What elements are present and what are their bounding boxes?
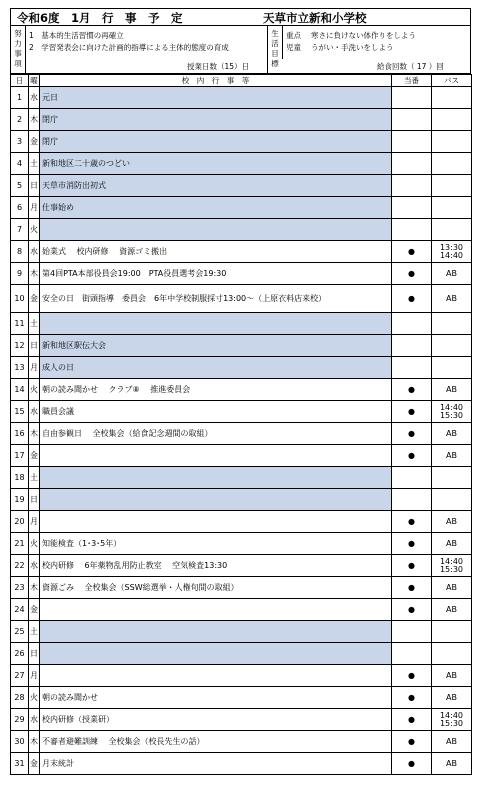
table-row [11, 423, 472, 445]
day-cell: 17 [11, 445, 29, 467]
table-row [11, 511, 472, 533]
bus-cell: AB [432, 263, 472, 285]
children-label: 児童 [286, 43, 301, 52]
bus-cell [432, 643, 472, 665]
goals-label-char: 努 [14, 29, 22, 38]
table-row [11, 401, 472, 423]
bus-cell [432, 313, 472, 335]
life-label-char: 活 [271, 39, 279, 48]
bus-cell: AB [432, 511, 472, 533]
event-cell [40, 313, 392, 335]
event-cell: 新和地区駅伝大会 [40, 335, 392, 357]
day-cell: 13 [11, 357, 29, 379]
children-text: うがい・手洗いをしよう [311, 43, 394, 52]
life-label-char: 標 [271, 59, 279, 68]
table-row [11, 445, 472, 467]
duty-cell [392, 175, 432, 197]
weekday-cell: 日 [29, 643, 40, 665]
duty-cell [392, 313, 432, 335]
day-cell: 3 [11, 131, 29, 153]
duty-cell: ● [392, 379, 432, 401]
weekday-cell: 土 [29, 467, 40, 489]
duty-cell [392, 197, 432, 219]
table-row [11, 285, 472, 313]
goal-item-1: 1 基本的生活習慣の再確立 [29, 31, 124, 40]
weekday-cell: 木 [29, 423, 40, 445]
day-cell: 24 [11, 599, 29, 621]
bus-cell [432, 175, 472, 197]
weekday-cell: 月 [29, 511, 40, 533]
event-cell: 月末統計 [40, 753, 392, 775]
weekday-cell: 日 [29, 175, 40, 197]
bus-cell [432, 621, 472, 643]
bus-cell [432, 131, 472, 153]
table-row [11, 533, 472, 555]
col-bus: バス [432, 75, 472, 87]
bus-cell: AB [432, 687, 472, 709]
day-cell: 26 [11, 643, 29, 665]
goals-section [10, 25, 471, 74]
event-cell: 職員会議 [40, 401, 392, 423]
event-cell [40, 467, 392, 489]
bus-cell: AB [432, 423, 472, 445]
duty-cell: ● [392, 445, 432, 467]
event-cell: 安全の日 街頭指導 委員会 6年中学校制服採寸13:00～（上原衣料店来校） [40, 285, 392, 313]
weekday-cell: 水 [29, 555, 40, 577]
duty-cell [392, 643, 432, 665]
event-cell: 第4回PTA本部役員会19:00 PTA役員選考会19:30 [40, 263, 392, 285]
table-row [11, 577, 472, 599]
duty-cell: ● [392, 401, 432, 423]
event-cell: 元日 [40, 87, 392, 109]
event-cell: 新和地区二十歳のつどい [40, 153, 392, 175]
bus-cell: 14:40 15:30 [432, 401, 472, 423]
duty-cell [392, 489, 432, 511]
title-bar [10, 8, 471, 25]
col-weekday: 曜 [30, 76, 38, 85]
event-cell: 不審者避難訓練 全校集会（校長先生の話） [40, 731, 392, 753]
goals-label-char: 力 [14, 39, 22, 48]
day-cell: 21 [11, 533, 29, 555]
day-cell: 10 [11, 285, 29, 313]
event-cell: 閉庁 [40, 109, 392, 131]
day-cell: 18 [11, 467, 29, 489]
goal-item-2: 2 学習発表会に向けた計画的指導による主体的態度の育成 [29, 43, 229, 52]
day-cell: 5 [11, 175, 29, 197]
event-cell [40, 599, 392, 621]
weekday-cell: 土 [29, 621, 40, 643]
duty-cell [392, 335, 432, 357]
table-row [11, 263, 472, 285]
bus-cell [432, 197, 472, 219]
class-days: 授業日数（15）日 [187, 62, 250, 71]
duty-cell: ● [392, 577, 432, 599]
bus-cell: AB [432, 285, 472, 313]
duty-cell: ● [392, 665, 432, 687]
event-cell: 閉庁 [40, 131, 392, 153]
day-cell: 15 [11, 401, 29, 423]
duty-cell [392, 109, 432, 131]
event-cell: 校内研修（授業研） [40, 709, 392, 731]
weekday-cell: 水 [29, 709, 40, 731]
day-cell: 16 [11, 423, 29, 445]
weekday-cell: 木 [29, 109, 40, 131]
weekday-cell: 土 [29, 153, 40, 175]
bus-cell: AB [432, 533, 472, 555]
day-cell: 9 [11, 263, 29, 285]
table-row [11, 665, 472, 687]
weekday-cell: 金 [29, 131, 40, 153]
weekday-cell: 金 [29, 753, 40, 775]
table-row [11, 241, 472, 263]
weekday-cell: 日 [29, 489, 40, 511]
life-goals-label [269, 29, 281, 69]
day-cell: 23 [11, 577, 29, 599]
weekday-cell: 木 [29, 263, 40, 285]
day-cell: 29 [11, 709, 29, 731]
duty-cell: ● [392, 241, 432, 263]
event-cell [40, 489, 392, 511]
day-cell: 7 [11, 219, 29, 241]
day-cell: 20 [11, 511, 29, 533]
duty-cell: ● [392, 709, 432, 731]
bus-cell: AB [432, 379, 472, 401]
bus-cell: AB [432, 577, 472, 599]
bus-cell: AB [432, 753, 472, 775]
table-row [11, 313, 472, 335]
bus-cell [432, 219, 472, 241]
day-cell: 11 [11, 313, 29, 335]
day-cell: 2 [11, 109, 29, 131]
duty-cell [392, 621, 432, 643]
duty-cell: ● [392, 753, 432, 775]
bus-cell: AB [432, 731, 472, 753]
event-cell: 校内研修 6年薬物乱用防止教室 空気検査13:30 [40, 555, 392, 577]
life-label-char: 生 [271, 29, 279, 38]
page-title: 令和6度 1月 行 事 予 定 [17, 11, 183, 25]
goals-label [12, 29, 24, 69]
schedule-table [10, 74, 472, 775]
day-cell: 14 [11, 379, 29, 401]
life-label-char: 目 [271, 49, 279, 58]
bus-cell [432, 153, 472, 175]
focus-text: 寒さに負けない体作りをしよう [311, 31, 416, 40]
table-row [11, 731, 472, 753]
weekday-cell: 月 [29, 665, 40, 687]
weekday-cell: 火 [29, 219, 40, 241]
event-cell: 朝の読み聞かせ クラブ⑧ 推進委員会 [40, 379, 392, 401]
bus-cell [432, 489, 472, 511]
bus-cell [432, 87, 472, 109]
duty-cell: ● [392, 285, 432, 313]
table-row [11, 489, 472, 511]
event-cell: 朝の読み聞かせ [40, 687, 392, 709]
bus-cell: 13:30 14:40 [432, 241, 472, 263]
table-header [11, 75, 472, 87]
event-cell: 天草市消防出初式 [40, 175, 392, 197]
duty-cell [392, 153, 432, 175]
table-row [11, 379, 472, 401]
col-events: 校 内 行 事 等 [40, 75, 392, 87]
day-cell: 28 [11, 687, 29, 709]
goals-label-char: 事 [14, 49, 22, 58]
table-row [11, 599, 472, 621]
school-name: 天草市立新和小学校 [263, 11, 367, 25]
bus-cell [432, 467, 472, 489]
goals-label-char: 項 [14, 59, 22, 68]
lunch-days: 給食回数（ 17 ）回 [377, 62, 444, 71]
weekday-cell: 水 [29, 401, 40, 423]
weekday-cell: 火 [29, 687, 40, 709]
day-cell: 1 [11, 87, 29, 109]
day-cell: 25 [11, 621, 29, 643]
bus-cell [432, 335, 472, 357]
table-row [11, 175, 472, 197]
table-row [11, 219, 472, 241]
col-duty: 当番 [392, 75, 432, 87]
duty-cell [392, 87, 432, 109]
weekday-cell: 土 [29, 313, 40, 335]
day-cell: 22 [11, 555, 29, 577]
table-row [11, 87, 472, 109]
weekday-cell: 木 [29, 731, 40, 753]
day-cell: 31 [11, 753, 29, 775]
duty-cell: ● [392, 555, 432, 577]
event-cell: 知能検査（1･3･5年） [40, 533, 392, 555]
focus-label: 重点 [286, 31, 301, 40]
weekday-cell: 木 [29, 577, 40, 599]
weekday-cell: 金 [29, 445, 40, 467]
duty-cell: ● [392, 263, 432, 285]
weekday-cell: 月 [29, 357, 40, 379]
table-row [11, 467, 472, 489]
event-cell [40, 621, 392, 643]
weekday-cell: 日 [29, 335, 40, 357]
table-row [11, 109, 472, 131]
table-row [11, 335, 472, 357]
bus-cell [432, 109, 472, 131]
event-cell [40, 643, 392, 665]
duty-cell: ● [392, 687, 432, 709]
weekday-cell: 水 [29, 241, 40, 263]
day-cell: 30 [11, 731, 29, 753]
weekday-cell: 火 [29, 533, 40, 555]
bus-cell [432, 357, 472, 379]
event-cell: 仕事始め [40, 197, 392, 219]
day-cell: 12 [11, 335, 29, 357]
table-row [11, 197, 472, 219]
event-cell [40, 219, 392, 241]
col-day: 日 [11, 75, 29, 87]
duty-cell [392, 467, 432, 489]
table-row [11, 555, 472, 577]
schedule-page [10, 8, 471, 775]
weekday-cell: 月 [29, 197, 40, 219]
duty-cell: ● [392, 533, 432, 555]
weekday-cell: 水 [29, 87, 40, 109]
weekday-cell: 金 [29, 599, 40, 621]
table-row [11, 687, 472, 709]
day-cell: 8 [11, 241, 29, 263]
bus-cell: AB [432, 665, 472, 687]
day-cell: 6 [11, 197, 29, 219]
table-row [11, 621, 472, 643]
bus-cell: 14:40 15:30 [432, 709, 472, 731]
duty-cell: ● [392, 599, 432, 621]
duty-cell [392, 131, 432, 153]
day-cell: 19 [11, 489, 29, 511]
event-cell [40, 445, 392, 467]
duty-cell: ● [392, 511, 432, 533]
event-cell [40, 665, 392, 687]
event-cell: 成人の日 [40, 357, 392, 379]
table-row [11, 753, 472, 775]
bus-cell: 14:40 15:30 [432, 555, 472, 577]
event-cell: 始業式 校内研修 資源ゴミ搬出 [40, 241, 392, 263]
duty-cell: ● [392, 731, 432, 753]
day-cell: 4 [11, 153, 29, 175]
event-cell [40, 511, 392, 533]
event-cell: 資源ごみ 全校集会（SSW総選挙・人権旬間の取組） [40, 577, 392, 599]
table-row [11, 709, 472, 731]
duty-cell: ● [392, 423, 432, 445]
table-row [11, 643, 472, 665]
table-row [11, 357, 472, 379]
bus-cell: AB [432, 599, 472, 621]
duty-cell [392, 357, 432, 379]
day-cell: 27 [11, 665, 29, 687]
bus-cell: AB [432, 445, 472, 467]
weekday-cell: 金 [29, 285, 40, 313]
event-cell: 自由参観日 全校集会（給食記念週間の取組） [40, 423, 392, 445]
weekday-cell: 火 [29, 379, 40, 401]
table-row [11, 153, 472, 175]
duty-cell [392, 219, 432, 241]
table-row [11, 131, 472, 153]
